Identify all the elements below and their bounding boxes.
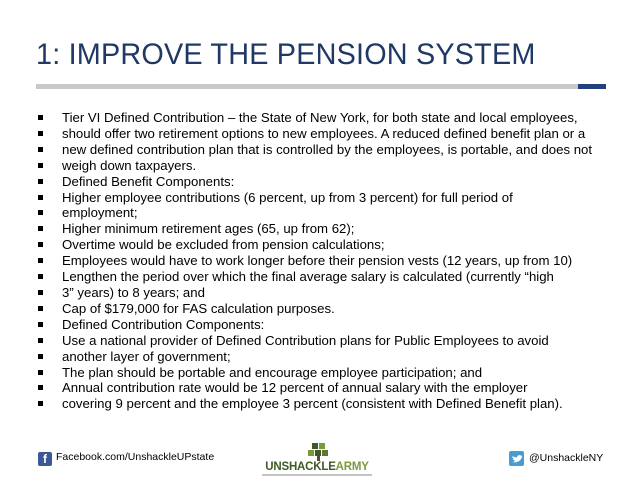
facebook-link[interactable]: Facebook.com/UnshackleUPstate (56, 451, 215, 463)
title-underline (36, 84, 606, 89)
logo-tagline-bar (262, 474, 372, 476)
bullet-item: Use a national provider of Defined Contribution plans for Public Employees to avoid (36, 333, 616, 349)
bullet-item: Lengthen the period over which the final average salary is calculated (currently “high (36, 269, 616, 285)
bullet-item: covering 9 percent and the employee 3 percent (consistent with Defined Benefit plan). (36, 396, 616, 412)
bullet-item: new defined contribution plan that is controlled by the employees, is portable, and does not (36, 142, 616, 158)
bullet-item: Annual contribution rate would be 12 percent of annual salary with the employer (36, 380, 616, 396)
bullet-item: 3” years) to 8 years; and (36, 285, 616, 301)
facebook-icon[interactable]: f (38, 452, 52, 466)
title-underline-accent (578, 84, 606, 89)
bullet-item: Overtime would be excluded from pension calculations; (36, 237, 616, 253)
slide-footer (0, 440, 640, 480)
bullet-item: Defined Contribution Components: (36, 317, 616, 333)
logo-wordmark-b: ARMY (335, 461, 369, 473)
bullet-item: another layer of government; (36, 349, 616, 365)
bullet-item: weigh down taxpayers. (36, 158, 616, 174)
bullet-item: The plan should be portable and encourage employee participation; and (36, 365, 616, 381)
bullet-item: Tier VI Defined Contribution – the State of New York, for both state and local employees, (36, 110, 616, 126)
bullet-item: Defined Benefit Components: (36, 174, 616, 190)
bullet-item: Higher minimum retirement ages (65, up from 62); (36, 221, 616, 237)
twitter-handle[interactable]: @UnshackleNY (529, 452, 604, 464)
bullet-item: Higher employee contributions (6 percent, up from 3 percent) for full period of (36, 190, 616, 206)
bullet-item: Cap of $179,000 for FAS calculation purposes. (36, 301, 616, 317)
bullet-list (36, 110, 616, 412)
bullet-item: should offer two retirement options to new employees. A reduced defined benefit plan or a (36, 126, 616, 142)
bullet-item: Employees would have to work longer before their pension vests (12 years, up from 10) (36, 253, 616, 269)
bullet-item: employment; (36, 205, 616, 221)
logo-wordmark (262, 461, 372, 473)
slide-title: 1: IMPROVE THE PENSION SYSTEM (36, 38, 536, 71)
logo-wordmark-a: UNSHACKLE (265, 461, 336, 473)
logo-emblem (262, 442, 372, 462)
twitter-icon[interactable] (509, 451, 524, 466)
unshackle-army-logo (262, 442, 372, 478)
